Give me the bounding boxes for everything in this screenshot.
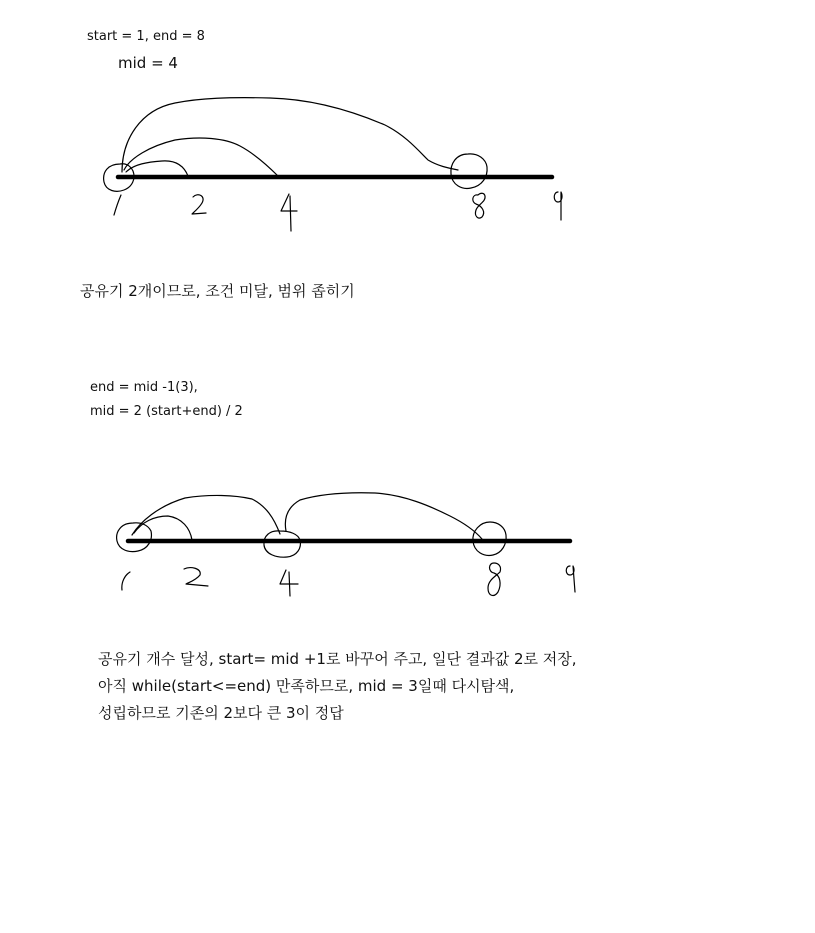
digit-2-1: [122, 572, 130, 590]
digit-2-9: [566, 566, 575, 592]
router-circle-2a: [117, 523, 152, 552]
digit-2-8: [488, 563, 501, 595]
step2-notes: [98, 646, 577, 727]
digit-2-4: [280, 570, 298, 596]
arc-2-1-to-2: [134, 516, 192, 540]
step1-mid-text: mid = 4: [118, 54, 178, 72]
step2-note-line: 공유기 개수 달성, start= mid +1로 바꾸어 주고, 일단 결과값 2로 저장,: [98, 650, 577, 668]
router-circle-2c: [473, 522, 506, 555]
arc-2-1-to-4: [132, 495, 280, 535]
digit-2-2: [184, 568, 208, 586]
step2-mid-text: mid = 2 (start+end) / 2: [90, 404, 243, 419]
arc-2-4-to-8: [285, 493, 482, 539]
step1-range-text: start = 1, end = 8: [87, 29, 205, 44]
step2-end-text: end = mid -1(3),: [90, 380, 198, 395]
step2-note-line: 성립하므로 기존의 2보다 큰 3이 정답: [98, 704, 344, 722]
router-circle-2b: [264, 531, 301, 557]
step1-note: 공유기 2개이므로, 조건 미달, 범위 좁히기: [80, 282, 355, 300]
step2-note-line: 아직 while(start<=end) 만족하므로, mid = 3일때 다시탐색,: [98, 677, 515, 695]
